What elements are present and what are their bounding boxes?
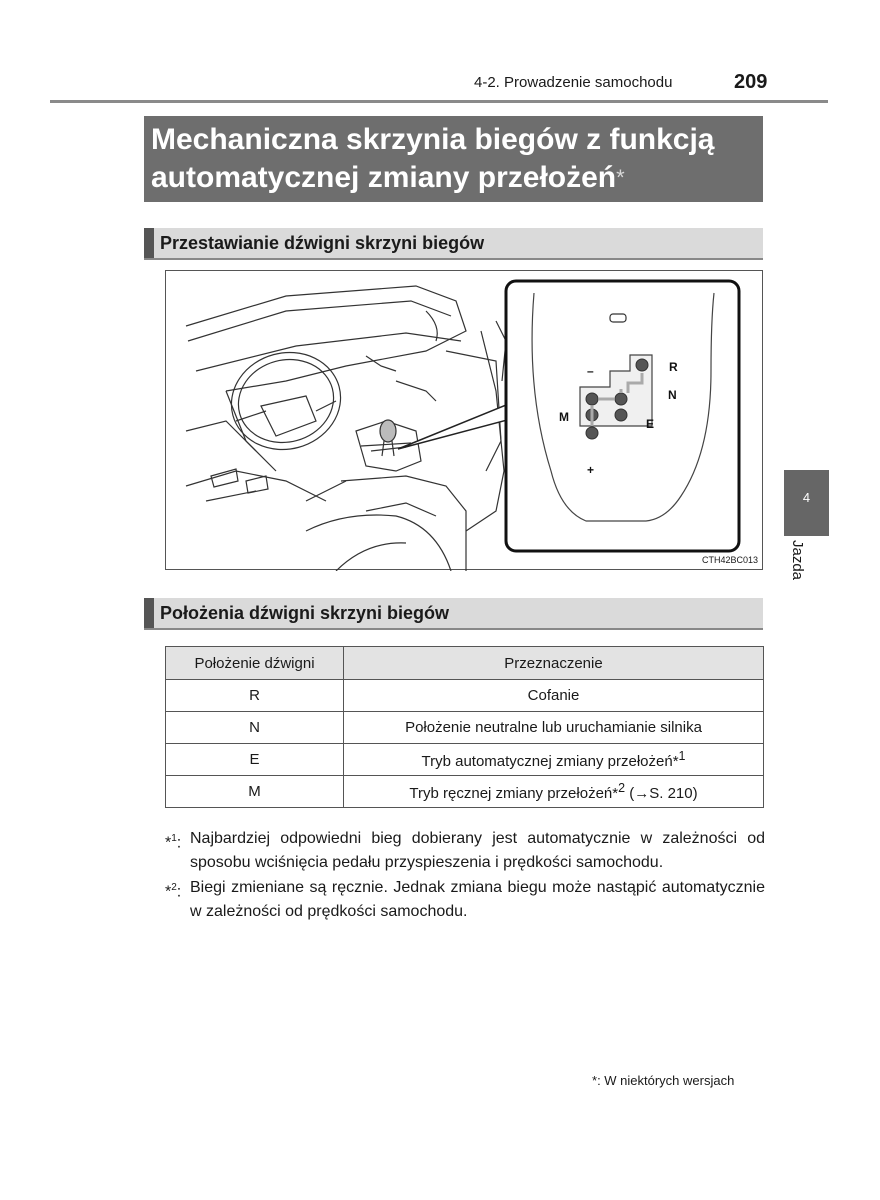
footnote-text: Najbardziej odpowiedni bieg dobierany jest automatycznie w zależności od sposobu wciśnięcia pedału przyspieszenia i prędkości samochodu. xyxy=(190,830,765,871)
gate-label-e: E xyxy=(646,417,655,431)
page-reference: (→S. 210) xyxy=(625,785,698,802)
section-marker xyxy=(144,228,154,258)
positions-table xyxy=(165,646,764,808)
purpose-cell xyxy=(344,776,764,808)
purpose-cell xyxy=(344,744,764,776)
gate-label-minus: – xyxy=(587,364,594,378)
running-header-section: 4-2. Prowadzenie samochodu xyxy=(474,74,673,91)
footnote-ref: 1 xyxy=(678,749,686,763)
header-rule xyxy=(50,100,828,103)
gate-label-r: R xyxy=(669,360,678,374)
footnote-label: *$^2$: xyxy=(165,882,182,901)
table-row xyxy=(166,744,764,776)
chapter-tab xyxy=(784,470,829,536)
title-line-1: Mechaniczna skrzynia biegów z funkcją xyxy=(151,123,715,156)
section-heading-shifting xyxy=(144,228,763,260)
title-asterisk: * xyxy=(616,165,625,190)
section-title-positions: Położenia dźwigni skrzyni biegów xyxy=(160,603,450,623)
footnote-ref: 2 xyxy=(618,781,626,795)
section-marker xyxy=(144,598,154,628)
purpose-text: Tryb automatycznej zmiany przełożeń* xyxy=(421,753,679,770)
purpose-cell: Cofanie xyxy=(344,680,764,712)
table-header-row xyxy=(166,647,764,680)
purpose-text: Tryb ręcznej zmiany przełożeń* xyxy=(409,785,619,802)
availability-note xyxy=(592,1073,734,1088)
availability-symbol: * xyxy=(592,1073,598,1088)
section-title-shifting: Przestawianie dźwigni skrzyni biegów xyxy=(160,233,485,253)
footnote-label: *$^1$: xyxy=(165,833,182,852)
gate-label-m: M xyxy=(559,410,569,424)
page-number: 209 xyxy=(734,71,768,93)
table-row xyxy=(166,712,764,744)
table-row xyxy=(166,680,764,712)
column-header-purpose: Przeznaczenie xyxy=(344,647,764,680)
purpose-cell: Położenie neutralne lub uruchamianie silnika xyxy=(344,712,764,744)
gate-label-plus: + xyxy=(587,463,595,477)
figure-code: CTH42BC013 xyxy=(701,555,758,565)
page-title xyxy=(144,116,763,202)
gate-label-n: N xyxy=(668,388,677,402)
column-header-position: Położenie dźwigni xyxy=(166,647,344,680)
section-heading-positions xyxy=(144,598,763,630)
chapter-label: Jazda xyxy=(789,540,806,581)
position-cell: E xyxy=(166,744,344,776)
footnote-text: Biegi zmieniane są ręcznie. Jednak zmiana biegu może nastąpić automatycznie w zależności od prędkości samochodu. xyxy=(190,879,765,920)
availability-text: : W niektórych wersjach xyxy=(597,1073,735,1088)
chapter-number: 4 xyxy=(802,490,811,505)
shift-lever-figure xyxy=(165,270,763,570)
position-cell: N xyxy=(166,712,344,744)
position-cell: R xyxy=(166,680,344,712)
position-cell: M xyxy=(166,776,344,808)
cockpit-illustration xyxy=(166,271,764,571)
title-line-2: automatycznej zmiany przełożeń xyxy=(151,161,617,194)
footnote-2 xyxy=(165,876,765,924)
footnote-1 xyxy=(165,827,765,875)
table-row xyxy=(166,776,764,808)
